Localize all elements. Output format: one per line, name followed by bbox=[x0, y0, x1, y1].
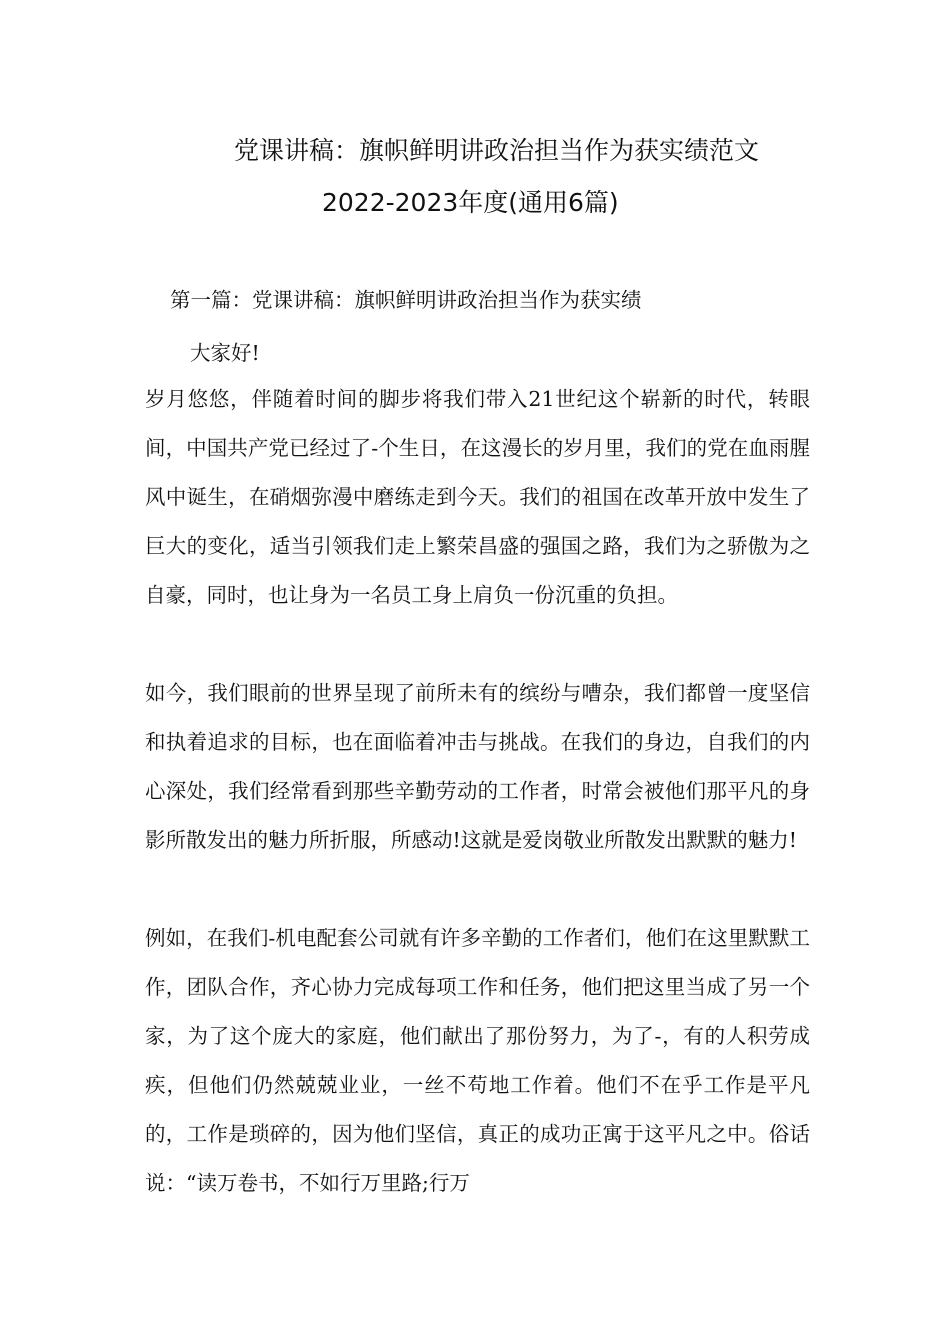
section-heading: 第一篇：党课讲稿：旗帜鲜明讲政治担当作为获实绩 bbox=[170, 288, 642, 312]
greeting-line: 大家好! bbox=[190, 341, 260, 365]
body-paragraph: 例如，在我们-机电配套公司就有许多辛勤的工作者们，他们在这里默默工作，团队合作，齐心协力完成每项工作和任务，他们把这里当成了另一个家，为了这个庞大的家庭，他们献出了那份努力，为了-，有的人积劳成疾，但他们仍然兢兢业业，一丝不苟地工作着。他们不在乎工作是平凡的，工作是琐碎的，因为他们坚信，真正的成功正寓于这平凡之中。俗话说：“读万卷书，不如行万里路;行万 bbox=[145, 926, 810, 1195]
body-paragraph: 如今，我们眼前的世界呈现了前所未有的缤纷与嘈杂，我们都曾一度坚信和执着追求的目标，也在面临着冲击与挑战。在我们的身边，自我们的内心深处，我们经常看到那些辛勤劳动的工作者，时常会被他们那平凡的身影所散发出的魅力所折服，所感动!这就是爱岗敬业所散发出默默的魅力! bbox=[145, 681, 810, 852]
document-title-line-2: 2022-2023年度(通用6篇) bbox=[322, 188, 619, 217]
body-paragraph: 岁月悠悠，伴随着时间的脚步将我们带入21世纪这个崭新的时代，转眼间，中国共产党已经过了-个生日，在这漫长的岁月里，我们的党在血雨腥风中诞生，在硝烟弥漫中磨练走到今天。我们的祖国在改革开放中发生了巨大的变化，适当引领我们走上繁荣昌盛的强国之路，我们为之骄傲为之自豪，同时，也让身为一名员工身上肩负一份沉重的负担。 bbox=[145, 387, 810, 607]
document-title-line-1: 党课讲稿：旗帜鲜明讲政治担当作为获实绩范文 bbox=[234, 136, 760, 165]
